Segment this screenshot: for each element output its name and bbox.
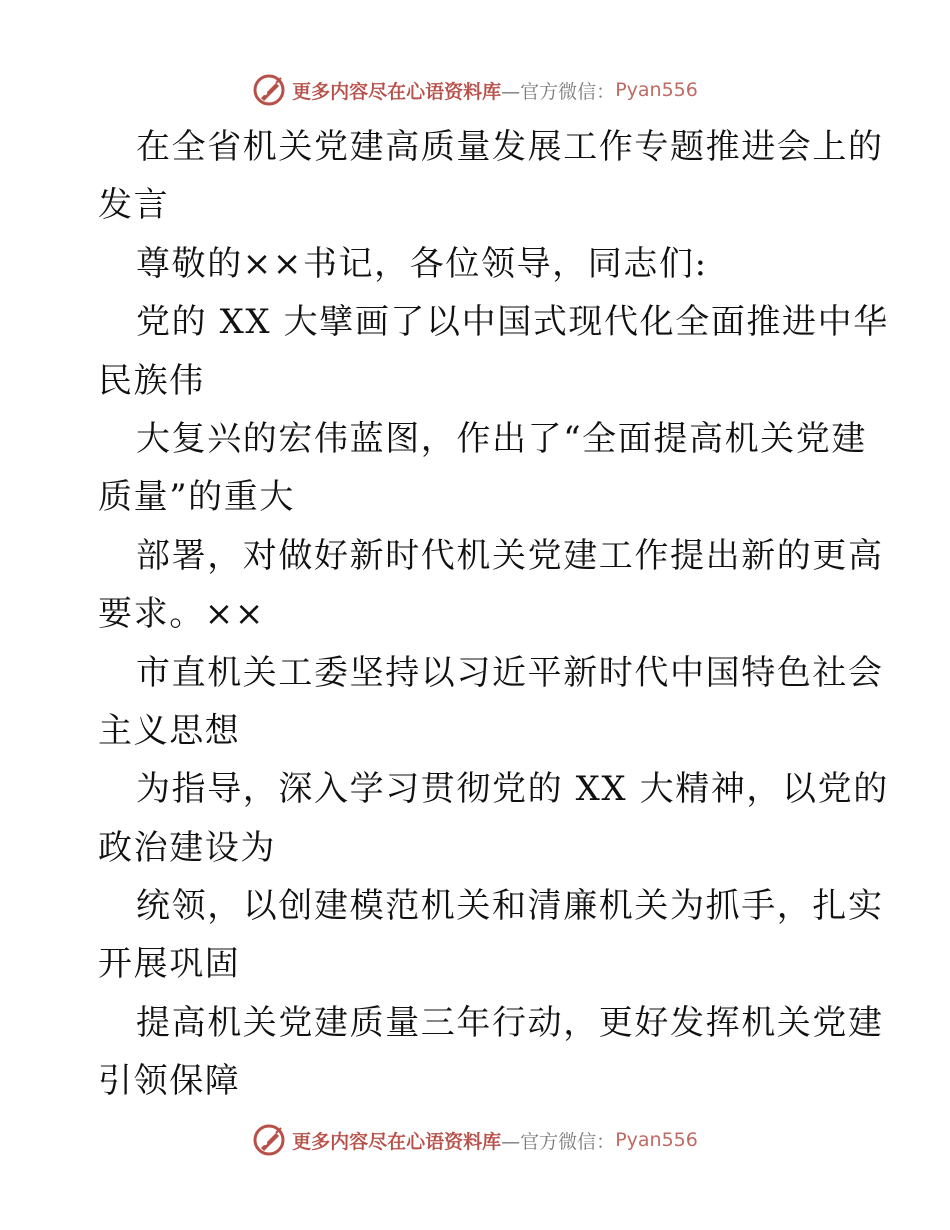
text-line: 主义思想 bbox=[98, 710, 241, 751]
banner-brand: 更多内容尽在心语资料库 bbox=[292, 1130, 502, 1153]
text-line: 部署，对做好新时代机关党建工作提出新的更高 bbox=[136, 535, 884, 576]
banner-official-label: —官方微信： bbox=[501, 1130, 616, 1153]
text-line: 引领保障 bbox=[98, 1061, 241, 1102]
text-line: 要求。×× bbox=[98, 594, 265, 635]
text-line: 提高机关党建质量三年行动，更好发挥机关党建 bbox=[136, 1002, 884, 1043]
header-watermark-banner bbox=[0, 72, 950, 108]
text-line: 党的 XX 大擘画了以中国式现代化全面推进中华 bbox=[136, 302, 889, 343]
quill-seal-icon bbox=[252, 1123, 286, 1157]
text-line: 开展巩固 bbox=[98, 944, 241, 985]
text-line: 质量”的重大 bbox=[98, 477, 295, 518]
text-line: 发言 bbox=[98, 185, 170, 226]
banner-text bbox=[292, 77, 698, 104]
banner-official-label: —官方微信： bbox=[501, 80, 616, 103]
quill-seal-icon bbox=[252, 73, 286, 107]
banner-handle: Pyan556 bbox=[615, 1129, 698, 1151]
footer-watermark-banner bbox=[0, 1122, 950, 1158]
text-line: 为指导，深入学习贯彻党的 XX 大精神，以党的 bbox=[136, 769, 889, 810]
banner-brand: 更多内容尽在心语资料库 bbox=[292, 80, 502, 103]
text-line: 统领，以创建模范机关和清廉机关为抓手，扎实 bbox=[136, 886, 884, 927]
text-line: 大复兴的宏伟蓝图，作出了“全面提高机关党建 bbox=[136, 418, 867, 459]
text-line: 民族伟 bbox=[98, 360, 205, 401]
banner-handle: Pyan556 bbox=[615, 79, 698, 101]
banner-text bbox=[292, 1127, 698, 1154]
text-line: 尊敬的××书记，各位领导，同志们: bbox=[136, 243, 708, 284]
text-line: 市直机关工委坚持以习近平新时代中国特色社会 bbox=[136, 652, 884, 693]
document-body bbox=[98, 118, 889, 1111]
text-line: 在全省机关党建高质量发展工作专题推进会上的 bbox=[136, 127, 884, 167]
text-line: 政治建设为 bbox=[98, 827, 276, 868]
